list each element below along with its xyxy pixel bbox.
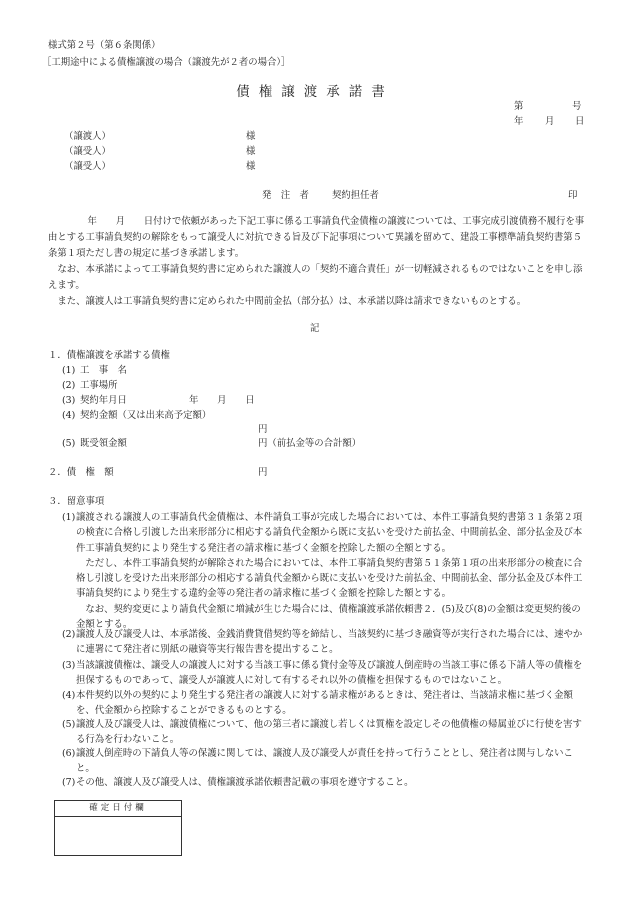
notice-item-number: (6) xyxy=(62,748,76,759)
form-subtitle: ［工期途中による債権譲渡の場合（譲渡先が２者の場合）］ xyxy=(42,57,291,68)
body-date: 年 月 日付けで xyxy=(87,216,182,227)
notice-item xyxy=(62,627,590,658)
claim-amount-yen: 円 xyxy=(258,467,268,478)
notice-item-number: (3) xyxy=(62,660,76,671)
body-paragraph-1 xyxy=(48,214,588,262)
notice-item xyxy=(62,775,590,790)
notice-item-text: ただし、本件工事請負契約が解除された場合においては、本件工事請負契約書第５１条第１項の出来形部分の検査に合格し引渡しを受けた出来形部分の相応する請負代金額から既に支払いを受けた前払金、中間前払金、部分払金及び本件工事請負契約により発生する違約金等の発注者の請求権に基づく金額を控除した額とする。 xyxy=(76,557,583,600)
section-1-row-label: 工 事 名 xyxy=(80,365,127,376)
notice-item-number: (2) xyxy=(62,629,76,640)
received-amount-note: 円（前払金等の合計額） xyxy=(258,438,362,449)
contract-amount-yen: 円 xyxy=(258,424,268,435)
certified-date-heading: 確定日付欄 xyxy=(55,801,181,817)
section-1-row-label: 契約金額（又は出来高予定額） xyxy=(80,410,212,421)
notice-item-number: (1) xyxy=(62,512,76,523)
notice-item-text: 譲渡される譲渡人の工事請負代金債権は、本件請負工事が完成した場合においては、本件工事請負契約書第３１条第２項の検査に合格し引渡した出来形部分に相応する請負代金額から既に支払いを受けた前払金、中間前払金、部分払金及び本件工事請負契約により発生する発注者の請求権に基づく金額を控除した額の全額とする。 xyxy=(76,512,583,554)
body-paragraph-3: また、譲渡人は工事請負契約書に定められた中間前金払（部分払）は、本承諾以降は請求できないものとする。 xyxy=(57,296,527,307)
notice-item-number: (7) xyxy=(62,777,76,788)
notice-item xyxy=(62,510,590,632)
number-label: 第 xyxy=(514,101,524,112)
orderer-label: 発 注 者 xyxy=(262,190,309,201)
contract-date-field: 年 月 日 xyxy=(189,395,255,406)
document-title: 債権譲渡承諾書 xyxy=(236,84,394,100)
number-suffix: 号 xyxy=(572,101,582,112)
orderer-officer: 契約担任者 xyxy=(332,190,379,201)
notice-item-text: なお、契約変更により請負代金額に増減が生じた場合には、債権譲渡承諾依頼書２．(5)及び(8)の金額は変更契約後の金額とする。 xyxy=(76,603,581,631)
notice-item-text: その他、譲渡人及び譲受人は、債権譲渡承諾依頼書記載の事項を遵守すること。 xyxy=(76,777,414,788)
party-honorific: 様 xyxy=(246,161,256,172)
notice-item xyxy=(62,717,590,748)
ki-marker: 記 xyxy=(310,323,320,334)
party-honorific: 様 xyxy=(246,146,256,157)
party-honorific: 様 xyxy=(246,131,256,142)
seal-mark: 印 xyxy=(568,190,578,201)
notice-item-number: (5) xyxy=(62,719,76,730)
section-1-row-no: (5) xyxy=(62,438,76,449)
section-1-heading: １．債権譲渡を承諾する債権 xyxy=(48,350,170,361)
notice-item xyxy=(62,688,590,719)
party-assignee: （譲受人） xyxy=(64,161,111,172)
section-1-row-no: (1) xyxy=(62,365,76,376)
notice-item xyxy=(62,658,590,689)
date-year: 年 xyxy=(514,116,524,127)
form-number: 様式第２号（第６条関係） xyxy=(48,40,161,51)
section-1-row-label: 契約年月日 xyxy=(80,395,127,406)
notice-item xyxy=(62,746,590,777)
body-paragraph-2: なお、本承諾によって工事請負契約書に定められた譲渡人の「契約不適合責任」が一切軽減されるものではないことを申し添えます。 xyxy=(48,264,583,291)
party-assignee: （譲受人） xyxy=(64,146,111,157)
section-2-heading: ２．債 権 額 xyxy=(48,467,114,478)
date-month: 月 xyxy=(545,116,555,127)
section-1-row-label: 工事場所 xyxy=(80,380,118,391)
notice-item-text: 本件契約以外の契約により発生する発注者の譲渡人に対する請求権があるときは、発注者は、当該請求権に基づく金額を、代金額から控除することができるものとする。 xyxy=(76,690,573,717)
notice-item-text: 譲渡人倒産時の下請負人等の保護に関しては、譲渡人及び譲受人が責任を持って行うこととし、発注者は関与しないこと。 xyxy=(76,748,573,775)
section-1-row-label: 既受領金額 xyxy=(80,438,127,449)
notice-item-number: (4) xyxy=(62,690,76,701)
body-text xyxy=(48,214,588,310)
party-assignor: （譲渡人） xyxy=(64,131,111,142)
notice-item-text: 譲渡人及び譲受人は、譲渡債権について、他の第三者に譲渡し若しくは質権を設定しその他債権の帰属並びに行使を害する行為を行わないこと。 xyxy=(76,719,582,746)
section-3-heading: ３．留意事項 xyxy=(48,496,105,507)
date-day: 日 xyxy=(575,116,585,127)
section-1-row-no: (3) xyxy=(62,395,76,406)
notice-item-text: 譲渡人及び譲受人は、本承諾後、金銭消費貸借契約等を締結し、当該契約に基づき融資等が実行された場合には、速やかに連署にて発注者に別紙の融資等実行報告書を提出すること。 xyxy=(76,629,583,656)
section-1-row-no: (2) xyxy=(62,380,76,391)
body-text: 依頼があった下記工事に係る工事請負代金債権の譲渡については、工事完成引渡債務不履行を事由とする工事請負契約の解除をもって譲受人に対抗できる旨及び下記事項について異議を留めて、建設工事標準請負契約書第５条第１項ただし書の規定に基づき承諾します。 xyxy=(48,216,585,259)
section-1-row-no: (4) xyxy=(62,410,76,421)
notice-item-text: 当該譲渡債権は、譲受人の譲渡人に対する当該工事に係る貸付金等及び譲渡人倒産時の当該工事に係る下請人等の債権を担保するものであって、譲受人が譲渡人に対して有するそれ以外の債権を担保するものではないこと。 xyxy=(76,660,583,687)
certified-date-box xyxy=(54,800,182,856)
